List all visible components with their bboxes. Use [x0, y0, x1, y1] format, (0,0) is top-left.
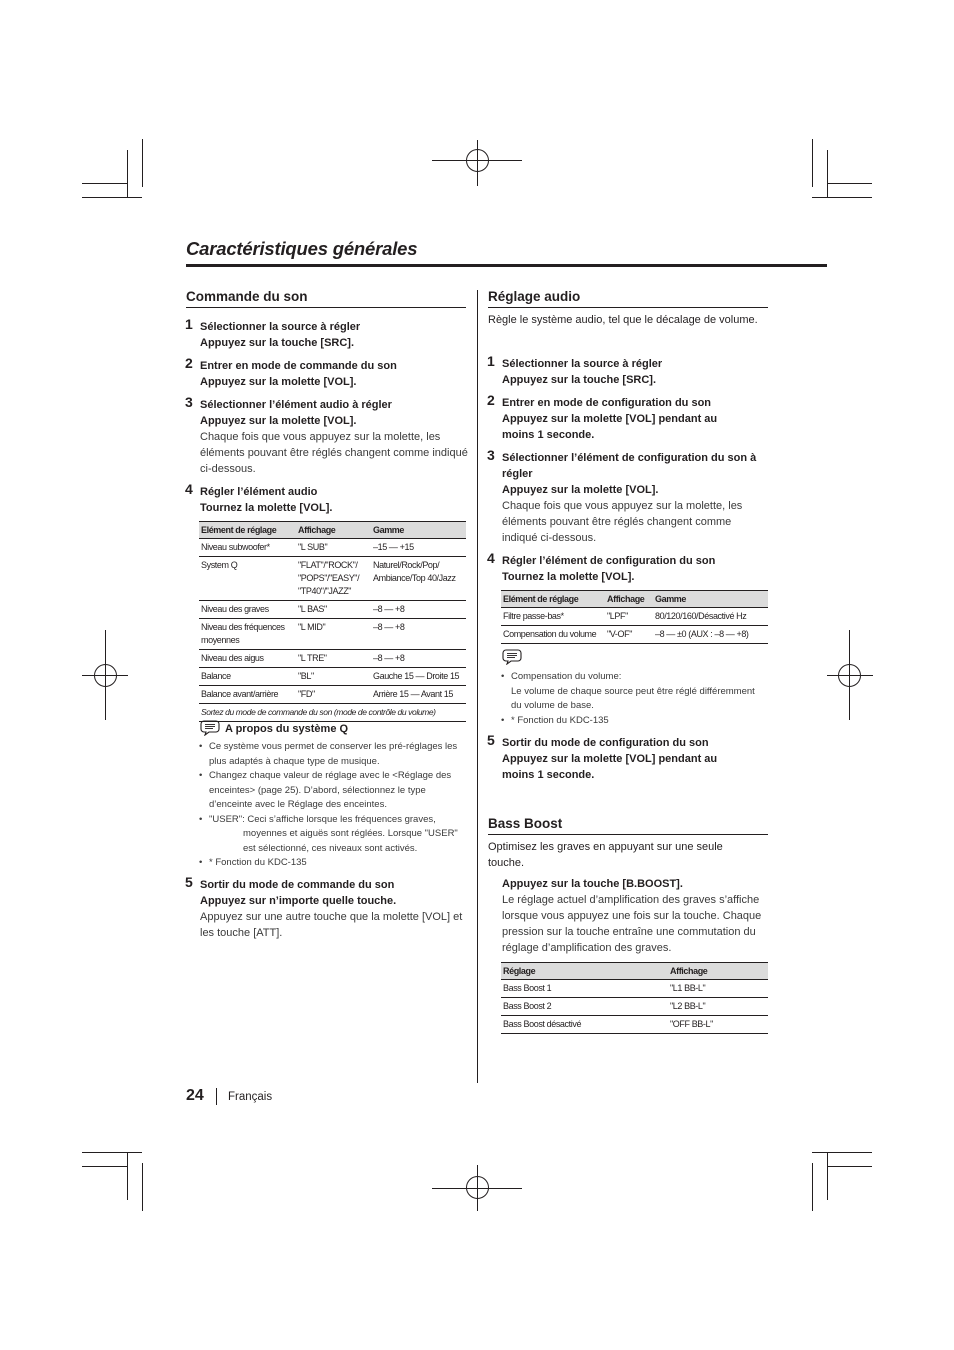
column-divider	[477, 290, 478, 1083]
step-number: 4	[487, 550, 495, 566]
step-1	[185, 316, 470, 351]
section-heading-bass-boost: Bass Boost	[488, 816, 563, 831]
table-cell: "FD"	[296, 686, 371, 704]
table-cell: Gauche 15 — Droite 15	[371, 668, 466, 686]
list-item: • Changez chaque valeur de réglage avec le <Réglage des enceintes> (page 25). D’abord, sélectionnez le type d’enceinte avec le Réglage des enceintes.	[199, 769, 469, 813]
list-item-text: • "USER": Ceci s’affiche lorsque les fréquences graves, moyennes et aiguës sont réglées. Lorsque "USER" est sélectionné, ces niveaux sont activés.	[209, 813, 458, 854]
table-cell: –8 — ±0 (AUX : –8 — +8)	[653, 626, 768, 644]
step-action: Tournez la molette [VOL].	[200, 502, 333, 514]
table-header: Réglage	[501, 963, 668, 980]
step-2	[487, 392, 752, 443]
step-title: Entrer en mode de configuration du son	[502, 397, 712, 409]
list-item: • * Fonction du KDC-135	[199, 856, 469, 871]
step-1	[487, 353, 762, 388]
table-header-row	[501, 591, 768, 608]
list-item-title: • Compensation du volume:	[511, 671, 622, 682]
table-cell: Naturel/Rock/Pop/ Ambiance/Top 40/Jazz	[371, 557, 466, 601]
table-row	[199, 619, 466, 650]
table-header: Affichage	[605, 591, 653, 608]
step-action: Appuyez sur la molette [VOL].	[502, 484, 659, 496]
section-heading-rule	[186, 307, 466, 308]
step-title: Sélectionner l’élément de configuration du son à régler	[502, 452, 757, 480]
table-header: Affichage	[668, 963, 768, 980]
table-header-row	[199, 522, 466, 539]
table-header: Gamme	[371, 522, 466, 539]
table-cell: "LPF"	[605, 608, 653, 626]
table-row	[199, 601, 466, 619]
bass-boost-instruction	[502, 876, 767, 956]
footer-language: Français	[228, 1091, 273, 1103]
step-5	[487, 732, 752, 783]
sound-control-table	[199, 521, 466, 722]
step-number: 1	[487, 353, 495, 369]
list-item: • Ce système vous permet de conserver les pré-réglages les plus adaptés à chaque type de musique.	[199, 740, 469, 769]
note-icon	[502, 649, 522, 665]
step-3	[487, 447, 764, 546]
page-title: Caractéristiques générales	[186, 238, 418, 259]
step-title: Entrer en mode de commande du son	[200, 360, 397, 372]
system-q-notes	[199, 740, 469, 871]
bass-boost-table	[501, 962, 768, 1034]
table-row	[501, 626, 768, 644]
list-item	[199, 813, 469, 857]
step-description: Chaque fois que vous appuyez sur la molette, les éléments pouvant être réglés changent comme indiqué ci-dessous.	[200, 431, 468, 475]
table-cell: –15 — +15	[371, 539, 466, 557]
step-number: 2	[185, 355, 193, 371]
list-item	[501, 670, 766, 714]
section-heading-commande-du-son: Commande du son	[186, 289, 308, 304]
page-number: 24	[186, 1087, 204, 1104]
step-action: Appuyez sur la molette [VOL].	[200, 376, 357, 388]
table-cell: Niveau des fréquences moyennes	[199, 619, 296, 650]
section-heading-reglage-audio: Réglage audio	[488, 289, 581, 304]
table-cell: Niveau des aigus	[199, 650, 296, 668]
table-header: Elément de réglage	[199, 522, 296, 539]
table-cell: Compensation du volume	[501, 626, 605, 644]
step-action: Appuyez sur la touche [B.BOOST].	[502, 878, 683, 890]
step-action: Appuyez sur la touche [SRC].	[502, 374, 657, 386]
table-cell: "V-OF"	[605, 626, 653, 644]
step-title: Sélectionner la source à régler	[200, 321, 361, 333]
table-cell: –8 — +8	[371, 619, 466, 650]
step-description: Appuyez sur une autre touche que la molette [VOL] et les touche [ATT].	[200, 911, 463, 939]
section-intro: Règle le système audio, tel que le décalage de volume.	[488, 314, 758, 326]
table-cell: "L SUB"	[296, 539, 371, 557]
table-cell: "L BAS"	[296, 601, 371, 619]
table-row	[199, 557, 466, 601]
table-header: Gamme	[653, 591, 768, 608]
step-number: 4	[185, 481, 193, 497]
table-footnote: Sortez du mode de commande du son (mode de contrôle du volume)	[199, 704, 466, 722]
table-cell: Bass Boost désactivé	[501, 1016, 668, 1034]
step-2	[185, 355, 470, 390]
table-row	[199, 539, 466, 557]
step-4	[487, 550, 764, 585]
table-cell: Bass Boost 2	[501, 998, 668, 1016]
step-action: Appuyez sur la molette [VOL] pendant au moins 1 seconde.	[502, 413, 718, 441]
table-cell: Niveau subwoofer*	[199, 539, 296, 557]
step-3	[185, 394, 468, 477]
section-heading-rule	[488, 834, 768, 835]
step-action: Appuyez sur n’importe quelle touche.	[200, 895, 397, 907]
step-number: 3	[487, 447, 495, 463]
note-title: A propos du système Q	[225, 723, 349, 735]
title-rule	[186, 264, 827, 267]
table-cell: "OFF BB-L"	[668, 1016, 768, 1034]
step-action: Appuyez sur la touche [SRC].	[200, 337, 355, 349]
table-header: Affichage	[296, 522, 371, 539]
step-title: Régler l’élément de configuration du son	[502, 555, 716, 567]
table-cell: "L2 BB-L"	[668, 998, 768, 1016]
table-row	[501, 998, 768, 1016]
audio-setup-table	[501, 590, 768, 644]
table-row	[501, 608, 768, 626]
table-cell: Filtre passe-bas*	[501, 608, 605, 626]
step-5	[185, 874, 470, 941]
step-title: Sélectionner l’élément audio à régler	[200, 399, 392, 411]
list-item-text: Le volume de chaque source peut être réglé différemment du volume de base.	[511, 685, 755, 711]
table-header-row	[501, 963, 768, 980]
step-number: 2	[487, 392, 495, 408]
footer-divider	[216, 1088, 217, 1105]
step-title: Sortir du mode de configuration du son	[502, 737, 709, 749]
step-number: 5	[487, 732, 495, 748]
step-number: 5	[185, 874, 193, 890]
table-cell: Arrière 15 — Avant 15	[371, 686, 466, 704]
table-row	[501, 1016, 768, 1034]
step-action: Tournez la molette [VOL].	[502, 571, 635, 583]
table-cell: "L1 BB-L"	[668, 980, 768, 998]
table-cell: Balance avant/arrière	[199, 686, 296, 704]
table-cell: Bass Boost 1	[501, 980, 668, 998]
section-intro: Optimisez les graves en appuyant sur une seule touche.	[488, 841, 723, 869]
table-header: Elément de réglage	[501, 591, 605, 608]
step-title: Sortir du mode de commande du son	[200, 879, 395, 891]
table-cell: Balance	[199, 668, 296, 686]
table-cell: –8 — +8	[371, 601, 466, 619]
table-cell: 80/120/160/Désactivé Hz	[653, 608, 768, 626]
step-4	[185, 481, 470, 516]
table-row	[501, 980, 768, 998]
step-description: Chaque fois que vous appuyez sur la molette, les éléments pouvant être réglés changent comme indiqué ci-dessous.	[502, 500, 743, 544]
table-cell: Niveau des graves	[199, 601, 296, 619]
step-title: Régler l’élément audio	[200, 486, 318, 498]
table-footnote-row	[199, 704, 466, 722]
list-item: • * Fonction du KDC-135	[501, 714, 766, 729]
table-cell: "FLAT"/"ROCK"/ "POPS"/"EASY"/ "TP40"/"JAZZ"	[296, 557, 371, 601]
note-icon	[200, 720, 220, 736]
step-action: Appuyez sur la molette [VOL].	[200, 415, 357, 427]
table-cell: System Q	[199, 557, 296, 601]
table-cell: "BL"	[296, 668, 371, 686]
step-title: Sélectionner la source à régler	[502, 358, 663, 370]
table-cell: "L TRE"	[296, 650, 371, 668]
audio-notes	[501, 670, 766, 728]
step-description: Le réglage actuel d’amplification des graves s’affiche lorsque vous appuyez une fois sur la touche. Chaque pression sur la touche entraîne une commutation du réglage d’amplification des graves.	[502, 894, 762, 954]
step-number: 1	[185, 316, 193, 332]
table-row	[199, 686, 466, 704]
table-row	[199, 650, 466, 668]
table-cell: "L MID"	[296, 619, 371, 650]
step-number: 3	[185, 394, 193, 410]
section-heading-rule	[488, 307, 768, 308]
table-row	[199, 668, 466, 686]
step-action: Appuyez sur la molette [VOL] pendant au moins 1 seconde.	[502, 753, 718, 781]
table-cell: –8 — +8	[371, 650, 466, 668]
